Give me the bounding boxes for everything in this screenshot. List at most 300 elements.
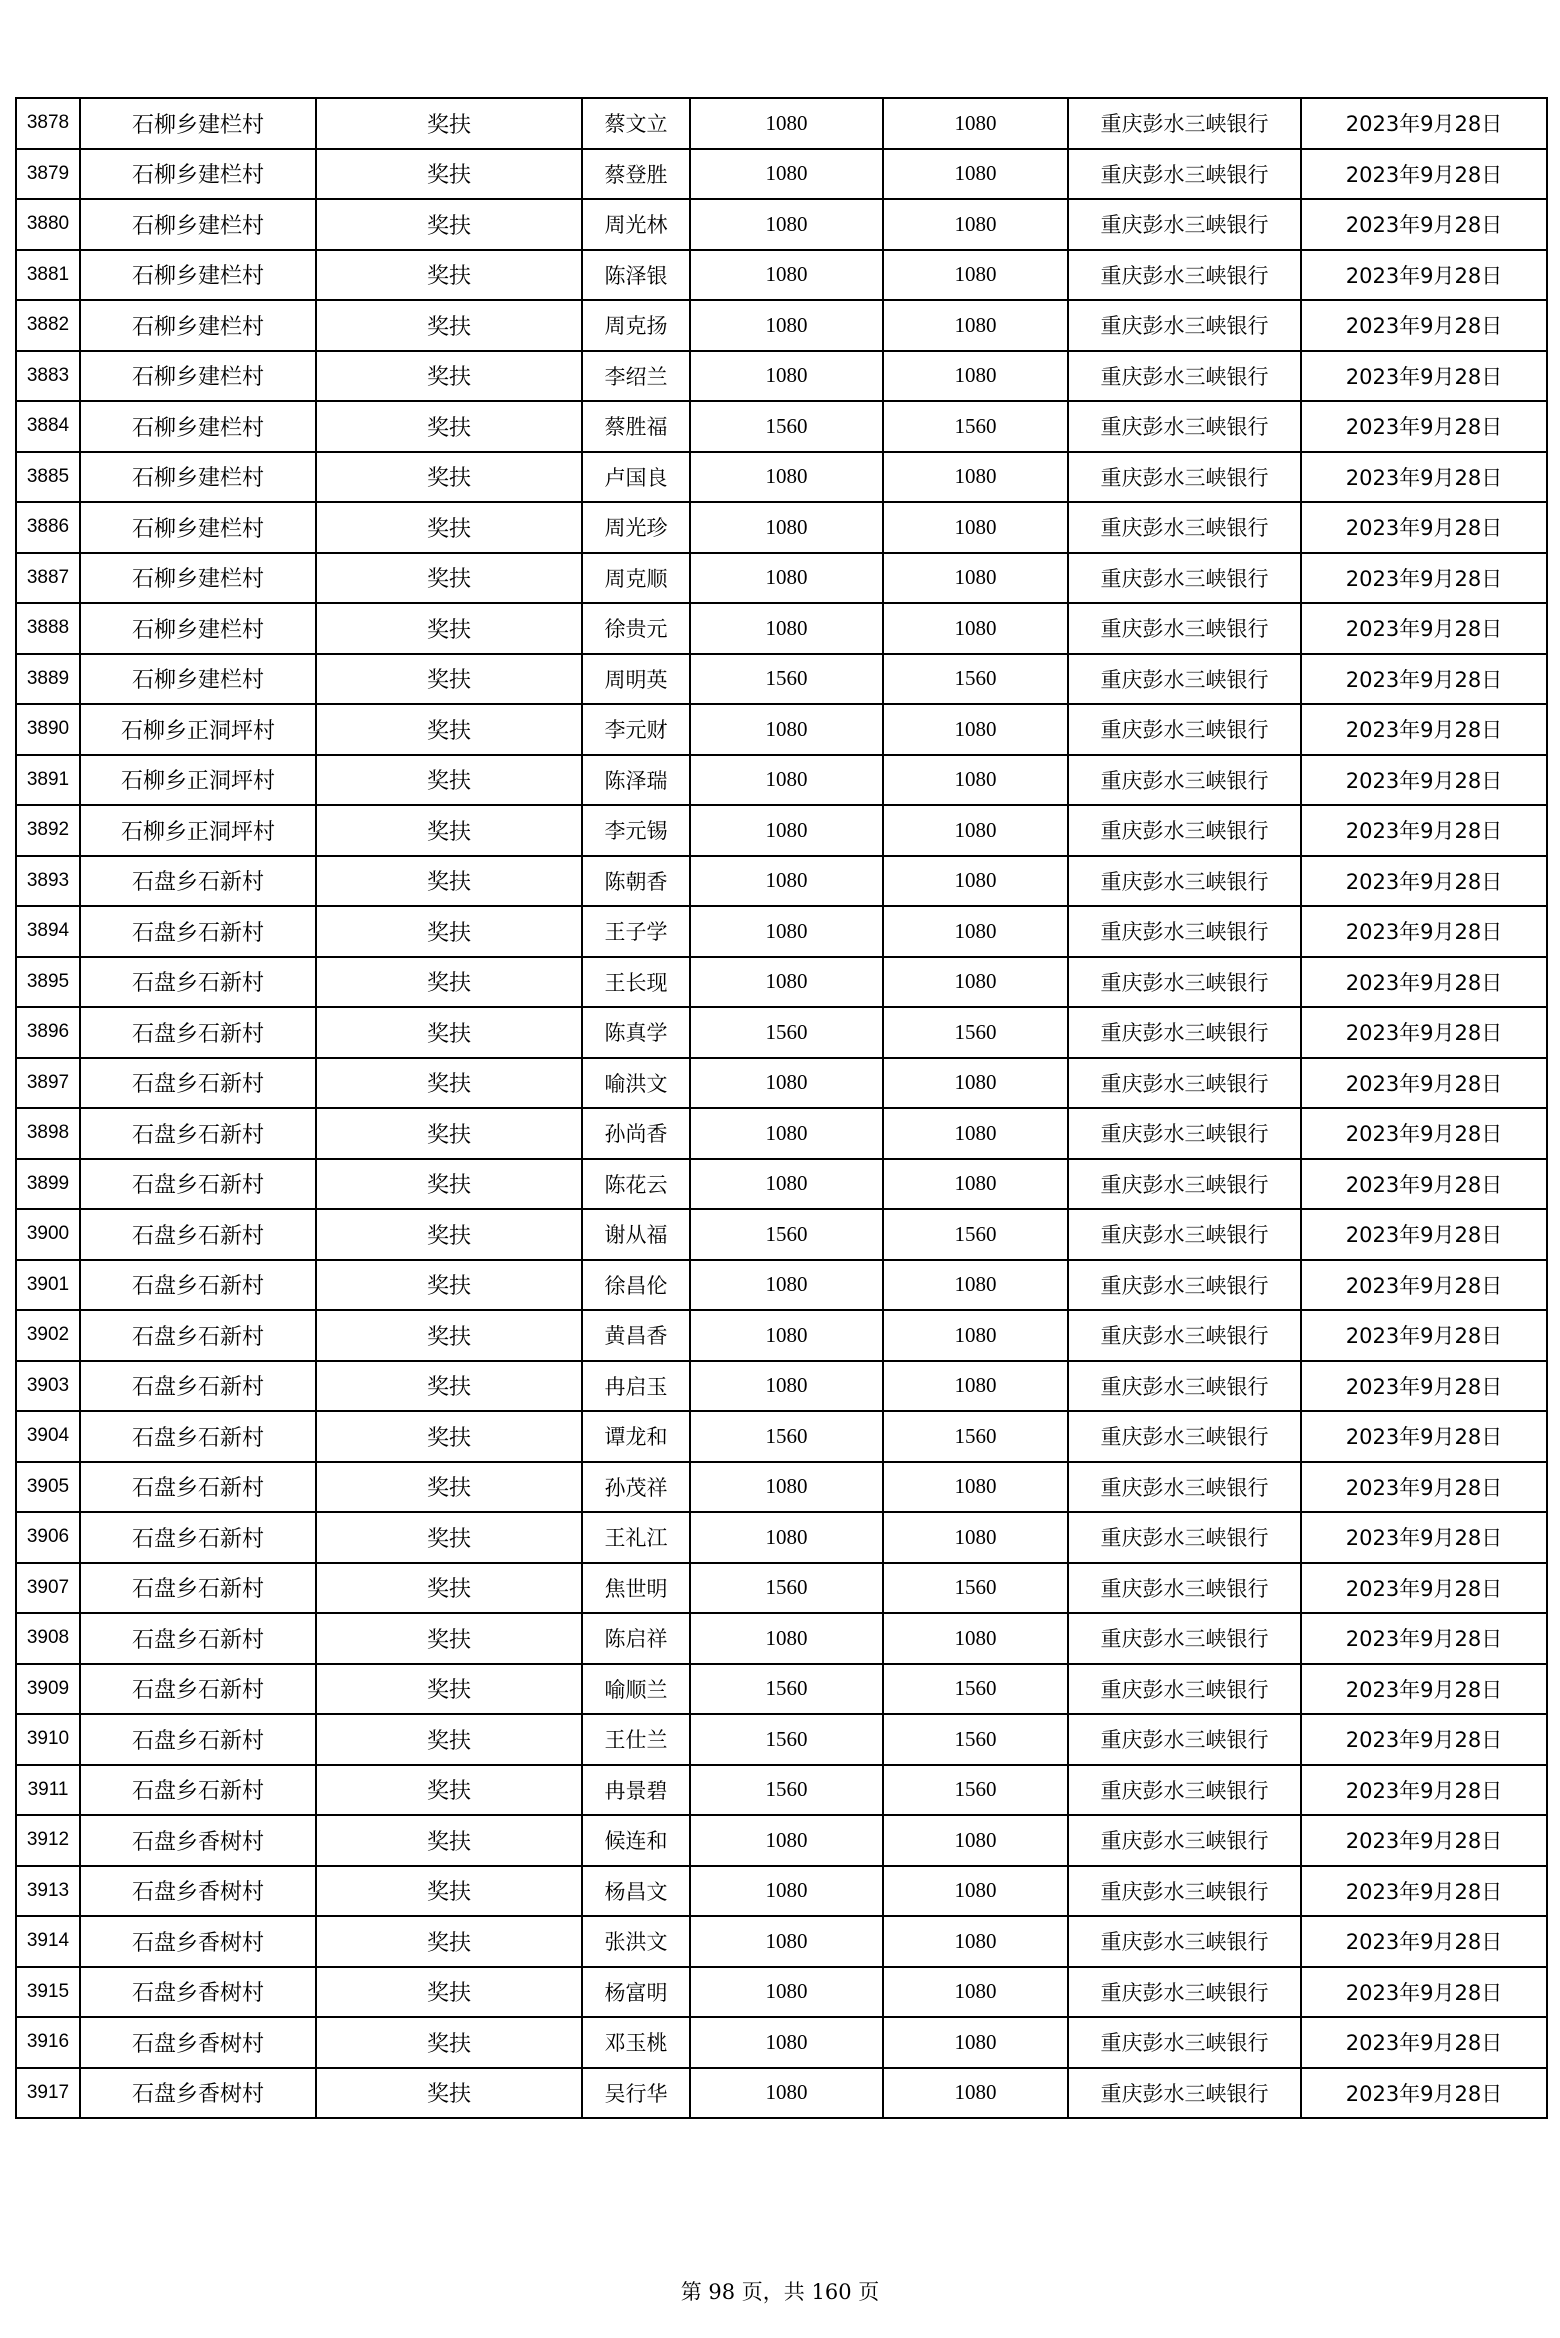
date-cell: 2023年9月28日 bbox=[1301, 1967, 1547, 2018]
row-number-cell: 3903 bbox=[16, 1361, 80, 1412]
village-cell: 石柳乡建栏村 bbox=[80, 502, 316, 553]
table-row bbox=[16, 553, 1547, 604]
name-cell: 候连和 bbox=[582, 1815, 690, 1866]
amount-due-cell: 1080 bbox=[690, 1310, 883, 1361]
type-cell: 奖扶 bbox=[316, 149, 582, 200]
row-number-cell: 3915 bbox=[16, 1967, 80, 2018]
amount-due-cell: 1560 bbox=[690, 1714, 883, 1765]
table-row bbox=[16, 250, 1547, 301]
amount-paid-cell: 1560 bbox=[883, 1209, 1068, 1260]
bank-cell: 重庆彭水三峡银行 bbox=[1068, 1512, 1301, 1563]
row-number-cell: 3913 bbox=[16, 1866, 80, 1917]
amount-paid-cell: 1080 bbox=[883, 856, 1068, 907]
amount-due-cell: 1080 bbox=[690, 2068, 883, 2119]
table-row bbox=[16, 906, 1547, 957]
table-row bbox=[16, 1664, 1547, 1715]
row-number-cell: 3886 bbox=[16, 502, 80, 553]
type-cell: 奖扶 bbox=[316, 98, 582, 149]
amount-due-cell: 1080 bbox=[690, 1462, 883, 1513]
bank-cell: 重庆彭水三峡银行 bbox=[1068, 1714, 1301, 1765]
amount-due-cell: 1080 bbox=[690, 452, 883, 503]
amount-paid-cell: 1080 bbox=[883, 2068, 1068, 2119]
name-cell: 卢国良 bbox=[582, 452, 690, 503]
row-number-cell: 3885 bbox=[16, 452, 80, 503]
date-cell: 2023年9月28日 bbox=[1301, 401, 1547, 452]
bank-cell: 重庆彭水三峡银行 bbox=[1068, 1007, 1301, 1058]
amount-paid-cell: 1560 bbox=[883, 1664, 1068, 1715]
table-row bbox=[16, 805, 1547, 856]
amount-due-cell: 1560 bbox=[690, 1664, 883, 1715]
date-cell: 2023年9月28日 bbox=[1301, 1815, 1547, 1866]
table-row bbox=[16, 1058, 1547, 1109]
village-cell: 石盘乡石新村 bbox=[80, 1411, 316, 1462]
village-cell: 石柳乡建栏村 bbox=[80, 603, 316, 654]
date-cell: 2023年9月28日 bbox=[1301, 553, 1547, 604]
amount-due-cell: 1080 bbox=[690, 957, 883, 1008]
amount-due-cell: 1080 bbox=[690, 1159, 883, 1210]
name-cell: 蔡胜福 bbox=[582, 401, 690, 452]
amount-paid-cell: 1080 bbox=[883, 1159, 1068, 1210]
table-row bbox=[16, 957, 1547, 1008]
amount-paid-cell: 1080 bbox=[883, 603, 1068, 654]
type-cell: 奖扶 bbox=[316, 1664, 582, 1715]
name-cell: 冉启玉 bbox=[582, 1361, 690, 1412]
type-cell: 奖扶 bbox=[316, 1512, 582, 1563]
table-row bbox=[16, 2068, 1547, 2119]
village-cell: 石柳乡建栏村 bbox=[80, 553, 316, 604]
page-footer: 第 98 页，共 160 页 bbox=[680, 2280, 880, 2304]
date-cell: 2023年9月28日 bbox=[1301, 199, 1547, 250]
date-cell: 2023年9月28日 bbox=[1301, 300, 1547, 351]
row-number-cell: 3897 bbox=[16, 1058, 80, 1109]
bank-cell: 重庆彭水三峡银行 bbox=[1068, 1310, 1301, 1361]
village-cell: 石柳乡正洞坪村 bbox=[80, 755, 316, 806]
amount-due-cell: 1080 bbox=[690, 1058, 883, 1109]
amount-due-cell: 1080 bbox=[690, 2017, 883, 2068]
amount-paid-cell: 1080 bbox=[883, 1916, 1068, 1967]
village-cell: 石柳乡建栏村 bbox=[80, 149, 316, 200]
amount-paid-cell: 1080 bbox=[883, 1815, 1068, 1866]
bank-cell: 重庆彭水三峡银行 bbox=[1068, 553, 1301, 604]
row-number-cell: 3899 bbox=[16, 1159, 80, 1210]
amount-due-cell: 1080 bbox=[690, 603, 883, 654]
name-cell: 王礼江 bbox=[582, 1512, 690, 1563]
type-cell: 奖扶 bbox=[316, 1916, 582, 1967]
amount-due-cell: 1560 bbox=[690, 1563, 883, 1614]
type-cell: 奖扶 bbox=[316, 300, 582, 351]
type-cell: 奖扶 bbox=[316, 704, 582, 755]
date-cell: 2023年9月28日 bbox=[1301, 1260, 1547, 1311]
bank-cell: 重庆彭水三峡银行 bbox=[1068, 502, 1301, 553]
table-row bbox=[16, 1209, 1547, 1260]
amount-paid-cell: 1080 bbox=[883, 351, 1068, 402]
name-cell: 孙茂祥 bbox=[582, 1462, 690, 1513]
village-cell: 石柳乡建栏村 bbox=[80, 98, 316, 149]
type-cell: 奖扶 bbox=[316, 1058, 582, 1109]
type-cell: 奖扶 bbox=[316, 1310, 582, 1361]
bank-cell: 重庆彭水三峡银行 bbox=[1068, 654, 1301, 705]
table-row bbox=[16, 1916, 1547, 1967]
village-cell: 石柳乡建栏村 bbox=[80, 401, 316, 452]
row-number-cell: 3880 bbox=[16, 199, 80, 250]
bank-cell: 重庆彭水三峡银行 bbox=[1068, 1361, 1301, 1412]
village-cell: 石柳乡建栏村 bbox=[80, 300, 316, 351]
amount-paid-cell: 1560 bbox=[883, 401, 1068, 452]
amount-due-cell: 1080 bbox=[690, 1916, 883, 1967]
row-number-cell: 3914 bbox=[16, 1916, 80, 1967]
village-cell: 石盘乡香树村 bbox=[80, 2017, 316, 2068]
type-cell: 奖扶 bbox=[316, 502, 582, 553]
table-row bbox=[16, 654, 1547, 705]
table-row bbox=[16, 1714, 1547, 1765]
village-cell: 石盘乡石新村 bbox=[80, 1159, 316, 1210]
bank-cell: 重庆彭水三峡银行 bbox=[1068, 1260, 1301, 1311]
type-cell: 奖扶 bbox=[316, 654, 582, 705]
amount-due-cell: 1080 bbox=[690, 1108, 883, 1159]
row-number-cell: 3912 bbox=[16, 1815, 80, 1866]
row-number-cell: 3900 bbox=[16, 1209, 80, 1260]
bank-cell: 重庆彭水三峡银行 bbox=[1068, 250, 1301, 301]
amount-due-cell: 1080 bbox=[690, 906, 883, 957]
type-cell: 奖扶 bbox=[316, 1613, 582, 1664]
amount-due-cell: 1560 bbox=[690, 654, 883, 705]
date-cell: 2023年9月28日 bbox=[1301, 1765, 1547, 1816]
amount-due-cell: 1080 bbox=[690, 1613, 883, 1664]
row-number-cell: 3901 bbox=[16, 1260, 80, 1311]
type-cell: 奖扶 bbox=[316, 1411, 582, 1462]
amount-paid-cell: 1080 bbox=[883, 149, 1068, 200]
table-row bbox=[16, 1967, 1547, 2018]
village-cell: 石盘乡香树村 bbox=[80, 1967, 316, 2018]
table-row bbox=[16, 1765, 1547, 1816]
amount-paid-cell: 1080 bbox=[883, 1108, 1068, 1159]
table-row bbox=[16, 98, 1547, 149]
amount-paid-cell: 1560 bbox=[883, 1563, 1068, 1614]
amount-due-cell: 1080 bbox=[690, 149, 883, 200]
amount-paid-cell: 1560 bbox=[883, 1007, 1068, 1058]
type-cell: 奖扶 bbox=[316, 199, 582, 250]
village-cell: 石盘乡香树村 bbox=[80, 1866, 316, 1917]
date-cell: 2023年9月28日 bbox=[1301, 704, 1547, 755]
table-row bbox=[16, 401, 1547, 452]
row-number-cell: 3878 bbox=[16, 98, 80, 149]
amount-due-cell: 1080 bbox=[690, 300, 883, 351]
amount-paid-cell: 1560 bbox=[883, 1714, 1068, 1765]
date-cell: 2023年9月28日 bbox=[1301, 1058, 1547, 1109]
date-cell: 2023年9月28日 bbox=[1301, 1159, 1547, 1210]
type-cell: 奖扶 bbox=[316, 553, 582, 604]
name-cell: 陈启祥 bbox=[582, 1613, 690, 1664]
name-cell: 徐贵元 bbox=[582, 603, 690, 654]
name-cell: 陈泽瑞 bbox=[582, 755, 690, 806]
type-cell: 奖扶 bbox=[316, 1815, 582, 1866]
village-cell: 石盘乡石新村 bbox=[80, 1664, 316, 1715]
row-number-cell: 3896 bbox=[16, 1007, 80, 1058]
village-cell: 石盘乡石新村 bbox=[80, 1462, 316, 1513]
row-number-cell: 3902 bbox=[16, 1310, 80, 1361]
row-number-cell: 3909 bbox=[16, 1664, 80, 1715]
amount-paid-cell: 1080 bbox=[883, 704, 1068, 755]
table-row bbox=[16, 1159, 1547, 1210]
name-cell: 周克扬 bbox=[582, 300, 690, 351]
name-cell: 陈真学 bbox=[582, 1007, 690, 1058]
amount-paid-cell: 1080 bbox=[883, 1058, 1068, 1109]
table-row bbox=[16, 856, 1547, 907]
village-cell: 石盘乡石新村 bbox=[80, 1613, 316, 1664]
name-cell: 黄昌香 bbox=[582, 1310, 690, 1361]
bank-cell: 重庆彭水三峡银行 bbox=[1068, 704, 1301, 755]
name-cell: 陈朝香 bbox=[582, 856, 690, 907]
row-number-cell: 3889 bbox=[16, 654, 80, 705]
row-number-cell: 3910 bbox=[16, 1714, 80, 1765]
name-cell: 王子学 bbox=[582, 906, 690, 957]
type-cell: 奖扶 bbox=[316, 452, 582, 503]
amount-due-cell: 1560 bbox=[690, 1411, 883, 1462]
date-cell: 2023年9月28日 bbox=[1301, 1411, 1547, 1462]
village-cell: 石柳乡正洞坪村 bbox=[80, 805, 316, 856]
amount-paid-cell: 1080 bbox=[883, 1512, 1068, 1563]
village-cell: 石盘乡石新村 bbox=[80, 856, 316, 907]
amount-paid-cell: 1080 bbox=[883, 1310, 1068, 1361]
name-cell: 喻顺兰 bbox=[582, 1664, 690, 1715]
row-number-cell: 3881 bbox=[16, 250, 80, 301]
name-cell: 李绍兰 bbox=[582, 351, 690, 402]
bank-cell: 重庆彭水三峡银行 bbox=[1068, 2017, 1301, 2068]
type-cell: 奖扶 bbox=[316, 1007, 582, 1058]
village-cell: 石盘乡石新村 bbox=[80, 1310, 316, 1361]
amount-paid-cell: 1560 bbox=[883, 1765, 1068, 1816]
amount-due-cell: 1080 bbox=[690, 704, 883, 755]
row-number-cell: 3893 bbox=[16, 856, 80, 907]
table-row bbox=[16, 1462, 1547, 1513]
bank-cell: 重庆彭水三峡银行 bbox=[1068, 300, 1301, 351]
type-cell: 奖扶 bbox=[316, 2017, 582, 2068]
name-cell: 陈泽银 bbox=[582, 250, 690, 301]
table-row bbox=[16, 1512, 1547, 1563]
amount-paid-cell: 1560 bbox=[883, 654, 1068, 705]
table-row bbox=[16, 1108, 1547, 1159]
amount-due-cell: 1560 bbox=[690, 401, 883, 452]
date-cell: 2023年9月28日 bbox=[1301, 149, 1547, 200]
village-cell: 石盘乡石新村 bbox=[80, 1361, 316, 1412]
amount-due-cell: 1080 bbox=[690, 199, 883, 250]
table-row bbox=[16, 1613, 1547, 1664]
table-row bbox=[16, 1563, 1547, 1614]
row-number-cell: 3916 bbox=[16, 2017, 80, 2068]
table-row bbox=[16, 1866, 1547, 1917]
village-cell: 石盘乡香树村 bbox=[80, 2068, 316, 2119]
payment-table bbox=[15, 97, 1548, 2119]
bank-cell: 重庆彭水三峡银行 bbox=[1068, 856, 1301, 907]
name-cell: 吴行华 bbox=[582, 2068, 690, 2119]
type-cell: 奖扶 bbox=[316, 1967, 582, 2018]
type-cell: 奖扶 bbox=[316, 1159, 582, 1210]
type-cell: 奖扶 bbox=[316, 1209, 582, 1260]
date-cell: 2023年9月28日 bbox=[1301, 1007, 1547, 1058]
bank-cell: 重庆彭水三峡银行 bbox=[1068, 1664, 1301, 1715]
type-cell: 奖扶 bbox=[316, 906, 582, 957]
name-cell: 蔡文立 bbox=[582, 98, 690, 149]
row-number-cell: 3884 bbox=[16, 401, 80, 452]
type-cell: 奖扶 bbox=[316, 805, 582, 856]
table-row bbox=[16, 300, 1547, 351]
bank-cell: 重庆彭水三峡银行 bbox=[1068, 1815, 1301, 1866]
date-cell: 2023年9月28日 bbox=[1301, 502, 1547, 553]
village-cell: 石柳乡建栏村 bbox=[80, 199, 316, 250]
table-row bbox=[16, 1260, 1547, 1311]
table-row bbox=[16, 502, 1547, 553]
table-row bbox=[16, 2017, 1547, 2068]
table-row bbox=[16, 1361, 1547, 1412]
date-cell: 2023年9月28日 bbox=[1301, 856, 1547, 907]
row-number-cell: 3911 bbox=[16, 1765, 80, 1816]
table-row bbox=[16, 351, 1547, 402]
amount-due-cell: 1560 bbox=[690, 1209, 883, 1260]
table-row bbox=[16, 199, 1547, 250]
amount-paid-cell: 1080 bbox=[883, 1462, 1068, 1513]
bank-cell: 重庆彭水三峡银行 bbox=[1068, 452, 1301, 503]
amount-due-cell: 1080 bbox=[690, 1967, 883, 2018]
village-cell: 石盘乡石新村 bbox=[80, 957, 316, 1008]
name-cell: 孙尚香 bbox=[582, 1108, 690, 1159]
date-cell: 2023年9月28日 bbox=[1301, 1664, 1547, 1715]
village-cell: 石盘乡石新村 bbox=[80, 1260, 316, 1311]
date-cell: 2023年9月28日 bbox=[1301, 1361, 1547, 1412]
amount-paid-cell: 1080 bbox=[883, 1967, 1068, 2018]
name-cell: 李元财 bbox=[582, 704, 690, 755]
type-cell: 奖扶 bbox=[316, 351, 582, 402]
table-row bbox=[16, 1310, 1547, 1361]
name-cell: 杨富明 bbox=[582, 1967, 690, 2018]
date-cell: 2023年9月28日 bbox=[1301, 351, 1547, 402]
date-cell: 2023年9月28日 bbox=[1301, 98, 1547, 149]
bank-cell: 重庆彭水三峡银行 bbox=[1068, 755, 1301, 806]
amount-paid-cell: 1080 bbox=[883, 1361, 1068, 1412]
village-cell: 石盘乡石新村 bbox=[80, 906, 316, 957]
bank-cell: 重庆彭水三峡银行 bbox=[1068, 1765, 1301, 1816]
bank-cell: 重庆彭水三峡银行 bbox=[1068, 1866, 1301, 1917]
amount-due-cell: 1080 bbox=[690, 98, 883, 149]
date-cell: 2023年9月28日 bbox=[1301, 1512, 1547, 1563]
name-cell: 焦世明 bbox=[582, 1563, 690, 1614]
amount-due-cell: 1560 bbox=[690, 1007, 883, 1058]
row-number-cell: 3887 bbox=[16, 553, 80, 604]
bank-cell: 重庆彭水三峡银行 bbox=[1068, 401, 1301, 452]
amount-paid-cell: 1080 bbox=[883, 2017, 1068, 2068]
bank-cell: 重庆彭水三峡银行 bbox=[1068, 906, 1301, 957]
table-row bbox=[16, 149, 1547, 200]
village-cell: 石盘乡石新村 bbox=[80, 1512, 316, 1563]
amount-paid-cell: 1080 bbox=[883, 250, 1068, 301]
name-cell: 李元锡 bbox=[582, 805, 690, 856]
date-cell: 2023年9月28日 bbox=[1301, 1613, 1547, 1664]
row-number-cell: 3905 bbox=[16, 1462, 80, 1513]
village-cell: 石盘乡石新村 bbox=[80, 1108, 316, 1159]
type-cell: 奖扶 bbox=[316, 1361, 582, 1412]
date-cell: 2023年9月28日 bbox=[1301, 1462, 1547, 1513]
name-cell: 徐昌伦 bbox=[582, 1260, 690, 1311]
table-body bbox=[16, 98, 1547, 2118]
name-cell: 陈花云 bbox=[582, 1159, 690, 1210]
amount-due-cell: 1080 bbox=[690, 502, 883, 553]
date-cell: 2023年9月28日 bbox=[1301, 755, 1547, 806]
type-cell: 奖扶 bbox=[316, 1108, 582, 1159]
name-cell: 蔡登胜 bbox=[582, 149, 690, 200]
row-number-cell: 3907 bbox=[16, 1563, 80, 1614]
table-row bbox=[16, 755, 1547, 806]
village-cell: 石盘乡香树村 bbox=[80, 1916, 316, 1967]
type-cell: 奖扶 bbox=[316, 401, 582, 452]
table-row bbox=[16, 704, 1547, 755]
table-row bbox=[16, 1815, 1547, 1866]
table-row bbox=[16, 1411, 1547, 1462]
amount-due-cell: 1080 bbox=[690, 351, 883, 402]
date-cell: 2023年9月28日 bbox=[1301, 1108, 1547, 1159]
amount-due-cell: 1080 bbox=[690, 805, 883, 856]
amount-paid-cell: 1080 bbox=[883, 1260, 1068, 1311]
village-cell: 石柳乡建栏村 bbox=[80, 452, 316, 503]
bank-cell: 重庆彭水三峡银行 bbox=[1068, 1209, 1301, 1260]
amount-paid-cell: 1080 bbox=[883, 1613, 1068, 1664]
row-number-cell: 3890 bbox=[16, 704, 80, 755]
row-number-cell: 3904 bbox=[16, 1411, 80, 1462]
row-number-cell: 3882 bbox=[16, 300, 80, 351]
name-cell: 冉景碧 bbox=[582, 1765, 690, 1816]
bank-cell: 重庆彭水三峡银行 bbox=[1068, 1159, 1301, 1210]
row-number-cell: 3895 bbox=[16, 957, 80, 1008]
row-number-cell: 3892 bbox=[16, 805, 80, 856]
amount-paid-cell: 1560 bbox=[883, 1411, 1068, 1462]
bank-cell: 重庆彭水三峡银行 bbox=[1068, 199, 1301, 250]
date-cell: 2023年9月28日 bbox=[1301, 603, 1547, 654]
date-cell: 2023年9月28日 bbox=[1301, 805, 1547, 856]
date-cell: 2023年9月28日 bbox=[1301, 1310, 1547, 1361]
type-cell: 奖扶 bbox=[316, 603, 582, 654]
bank-cell: 重庆彭水三峡银行 bbox=[1068, 98, 1301, 149]
amount-due-cell: 1080 bbox=[690, 856, 883, 907]
bank-cell: 重庆彭水三峡银行 bbox=[1068, 603, 1301, 654]
village-cell: 石柳乡建栏村 bbox=[80, 351, 316, 402]
amount-due-cell: 1080 bbox=[690, 1866, 883, 1917]
village-cell: 石盘乡石新村 bbox=[80, 1563, 316, 1614]
bank-cell: 重庆彭水三峡银行 bbox=[1068, 1916, 1301, 1967]
village-cell: 石柳乡建栏村 bbox=[80, 654, 316, 705]
bank-cell: 重庆彭水三峡银行 bbox=[1068, 1108, 1301, 1159]
bank-cell: 重庆彭水三峡银行 bbox=[1068, 1411, 1301, 1462]
date-cell: 2023年9月28日 bbox=[1301, 1916, 1547, 1967]
amount-paid-cell: 1080 bbox=[883, 98, 1068, 149]
date-cell: 2023年9月28日 bbox=[1301, 957, 1547, 1008]
name-cell: 周克顺 bbox=[582, 553, 690, 604]
amount-paid-cell: 1080 bbox=[883, 300, 1068, 351]
amount-paid-cell: 1080 bbox=[883, 199, 1068, 250]
date-cell: 2023年9月28日 bbox=[1301, 1714, 1547, 1765]
date-cell: 2023年9月28日 bbox=[1301, 2068, 1547, 2119]
village-cell: 石盘乡石新村 bbox=[80, 1007, 316, 1058]
amount-paid-cell: 1080 bbox=[883, 957, 1068, 1008]
village-cell: 石盘乡石新村 bbox=[80, 1765, 316, 1816]
row-number-cell: 3917 bbox=[16, 2068, 80, 2119]
name-cell: 王长现 bbox=[582, 957, 690, 1008]
type-cell: 奖扶 bbox=[316, 2068, 582, 2119]
type-cell: 奖扶 bbox=[316, 250, 582, 301]
name-cell: 杨昌文 bbox=[582, 1866, 690, 1917]
amount-due-cell: 1080 bbox=[690, 1512, 883, 1563]
name-cell: 周明英 bbox=[582, 654, 690, 705]
type-cell: 奖扶 bbox=[316, 1866, 582, 1917]
date-cell: 2023年9月28日 bbox=[1301, 1563, 1547, 1614]
village-cell: 石柳乡建栏村 bbox=[80, 250, 316, 301]
